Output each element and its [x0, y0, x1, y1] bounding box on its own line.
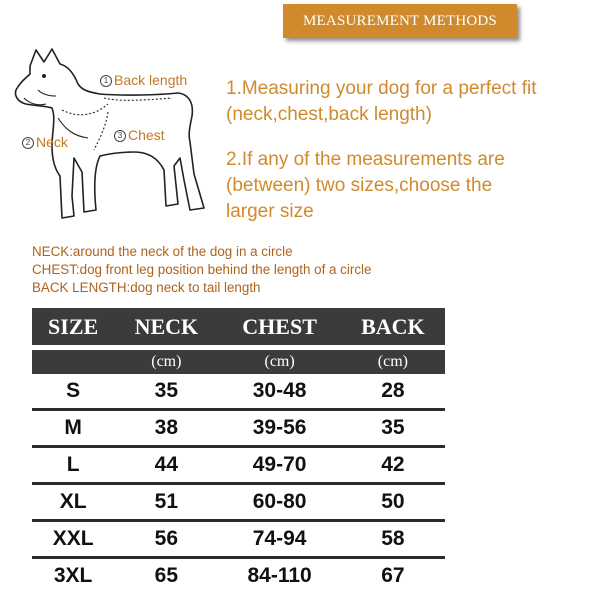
size-cell: XXL: [32, 521, 114, 558]
header-neck: NECK: [114, 308, 218, 345]
size-chart-units-row: [32, 350, 445, 374]
chest-cell: 74-94: [218, 521, 340, 558]
unit-neck: (cm): [114, 350, 218, 374]
header-size: SIZE: [32, 308, 114, 345]
tip-one-line-1: 1.Measuring your dog for a perfect fit: [226, 78, 537, 99]
neck-cell: 44: [114, 447, 218, 484]
chest-text: Chest: [128, 127, 165, 143]
back-cell: 35: [341, 410, 445, 447]
marker-two-icon: 2: [22, 137, 34, 149]
neck-label: [22, 134, 68, 150]
chest-cell: 60-80: [218, 484, 340, 521]
size-cell: S: [32, 374, 114, 410]
back-length-label: [100, 72, 187, 88]
header-back: BACK: [341, 308, 445, 345]
neck-definition: NECK:around the neck of the dog in a circle: [32, 244, 293, 259]
chest-cell: 39-56: [218, 410, 340, 447]
marker-one-icon: 1: [100, 75, 112, 87]
neck-cell: 56: [114, 521, 218, 558]
tip-one-line-2: (neck,chest,back length): [226, 104, 432, 125]
table-row: [32, 558, 445, 594]
back-length-text: Back length: [114, 72, 188, 88]
header-chest: CHEST: [218, 308, 340, 345]
tip-two-line-1: 2.If any of the measurements are: [226, 149, 505, 170]
size-chart-table: [32, 308, 445, 593]
back-cell: 58: [341, 521, 445, 558]
unit-size: [32, 350, 114, 374]
chest-cell: 49-70: [218, 447, 340, 484]
chest-cell: 30-48: [218, 374, 340, 410]
tip-one: [226, 76, 537, 128]
size-chart-header-row: [32, 308, 445, 345]
table-row: [32, 410, 445, 447]
back-cell: 42: [341, 447, 445, 484]
size-cell: L: [32, 447, 114, 484]
size-cell: XL: [32, 484, 114, 521]
tip-two-line-2: (between) two sizes,choose the: [226, 175, 493, 196]
neck-text: Neck: [36, 134, 68, 150]
unit-back: (cm): [341, 350, 445, 374]
chest-cell: 84-110: [247, 564, 312, 587]
neck-cell: 51: [114, 484, 218, 521]
chest-label: [114, 127, 165, 143]
table-row: [32, 374, 445, 410]
size-cell: M: [32, 410, 114, 447]
chest-definition: CHEST:dog front leg position behind the length of a circle: [32, 262, 372, 277]
back-cell: 50: [341, 484, 445, 521]
unit-chest: (cm): [218, 350, 340, 374]
back-cell: 28: [341, 374, 445, 410]
neck-cell: 38: [114, 410, 218, 447]
table-row: [32, 484, 445, 521]
back-length-definition: BACK LENGTH:dog neck to tail length: [32, 280, 261, 295]
table-row: [32, 447, 445, 484]
neck-cell: 35: [114, 374, 218, 410]
tip-two: [226, 147, 505, 225]
back-cell: 67: [381, 564, 405, 587]
measurement-methods-banner: MEASUREMENT METHODS: [283, 4, 517, 38]
tip-two-line-3: larger size: [226, 201, 314, 222]
marker-three-icon: 3: [114, 130, 126, 142]
size-cell: 3XL: [53, 564, 93, 587]
neck-cell: 65: [154, 564, 179, 587]
table-row: [32, 521, 445, 558]
